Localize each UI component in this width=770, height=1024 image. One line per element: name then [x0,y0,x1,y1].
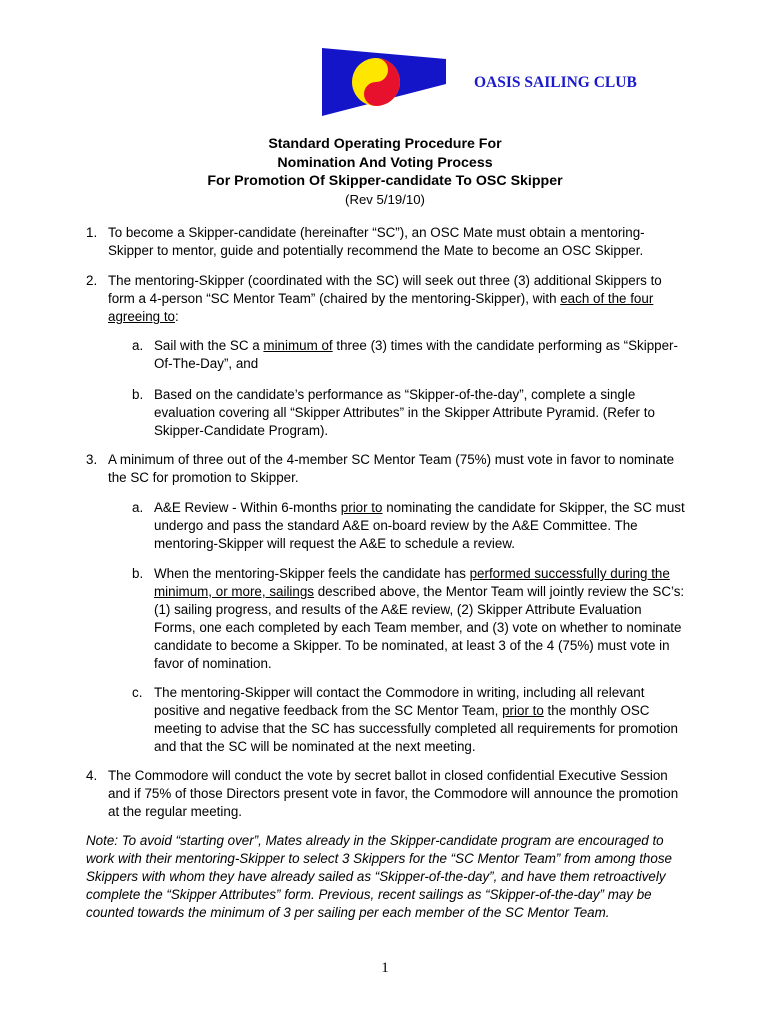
item-line: To become a Skipper-candidate (hereinafter “SC”), an OSC Mate must obtain a mentoring- [108,225,645,240]
item-line: Skipper to mentor, guide and potentially recommend the Mate to become an OSC Skipper. [108,243,644,258]
title-line-2: Nomination And Voting Process [277,154,493,171]
subitem-line: meeting to advise that the SC has successfully completed all requirements for promotion [154,721,678,736]
subitem-line: Forms, one each completed by each Team member, and (3) vote on whether to nominate [154,620,682,635]
subitem-line: undergo and pass the standard A&E on-board review by the A&E Committee. The [154,518,638,533]
item-line: form a 4-person “SC Mentor Team” (chaired by the mentoring-Skipper), with each of the four [108,291,654,306]
subitem-line: Skipper-Candidate Program). [154,423,329,438]
revision-date: (Rev 5/19/10) [345,191,425,207]
subitem-line: candidate to become a Skipper. To be nominated, at least 3 of the 4 (75%) must vote in [154,638,670,653]
document-title [0,135,770,209]
note-line: Skippers with whom they have already sailed as “Skipper-of-the-day”, and have them retroactively [86,869,666,884]
subitem-line: Based on the candidate’s performance as “Skipper-of-the-day”, complete a single [154,387,636,402]
subitem-line: A&E Review - Within 6-months prior to nominating the candidate for Skipper, the SC must [154,500,685,515]
item-line: A minimum of three out of the 4-member SC Mentor Team (75%) must vote in favor to nominate [108,452,675,467]
subitem-letter: b. [132,387,144,402]
item-line: at the regular meeting. [108,804,242,819]
club-burgee-logo [320,46,448,118]
subitem-letter: c. [132,685,143,700]
title-line-1: Standard Operating Procedure For [268,136,502,152]
subitem-line: (1) sailing progress, and results of the A&E review, (2) Skipper Attribute Evaluation [154,602,642,617]
item-number: 2. [86,273,98,288]
item-line: and if 75% of those Directors present vote in favor, the Commodore will announce the promotion [108,786,679,801]
subitem-line: minimum, or more, sailings described above, the Mentor Team will jointly review the SC’s: [154,584,685,599]
note-line: Note: To avoid “starting over”, Mates already in the Skipper-candidate program are encouraged to [86,833,664,848]
item-number: 1. [86,225,98,240]
item-line: The mentoring-Skipper (coordinated with the SC) will seek out three (3) additional Skippers to [108,273,662,288]
note-line: counted towards the minimum of 3 per sailing per each member of the SC Mentor Team. [86,905,610,920]
subitem-line: Sail with the SC a minimum of three (3) times with the candidate performing as “Skipper- [154,338,678,353]
item-number: 4. [86,768,98,783]
page-number: 1 [381,960,389,976]
item-line: The Commodore will conduct the vote by secret ballot in closed confidential Executive Session [108,768,668,783]
subitem-letter: a. [132,338,144,353]
subitem-line: Of-The-Day”, and [154,356,259,371]
note-line: complete the “Skipper Attributes” form. Previous, recent sailings as “Skipper-of-the-day” may be [86,887,652,902]
subitem-line: and that the SC will be nominated at the next meeting. [154,739,476,754]
subitem-line: evaluation covering all “Skipper Attributes” in the Skipper Attribute Pyramid. (Refer to [154,405,655,420]
subitem-line: The mentoring-Skipper will contact the Commodore in writing, including all relevant [154,685,645,700]
subitem-letter: a. [132,500,144,515]
item-number: 3. [86,452,98,467]
subitem-letter: b. [132,566,144,581]
item-line: agreeing to: [108,309,179,324]
club-name: OASIS SAILING CLUB [474,74,637,91]
title-line-3: For Promotion Of Skipper-candidate To OSC Skipper [207,173,563,189]
item-line: the SC for promotion to Skipper. [108,470,299,485]
note-line: work with their mentoring-Skipper to select 3 Skippers for the “SC Mentor Team” from among those [86,851,672,866]
subitem-line: mentoring-Skipper will request the A&E to schedule a review. [154,536,515,551]
subitem-line: favor of nomination. [154,656,272,671]
subitem-line: When the mentoring-Skipper feels the candidate has performed successfully during the [154,566,670,581]
subitem-line: positive and negative feedback from the SC Mentor Team, prior to the monthly OSC [154,703,650,718]
